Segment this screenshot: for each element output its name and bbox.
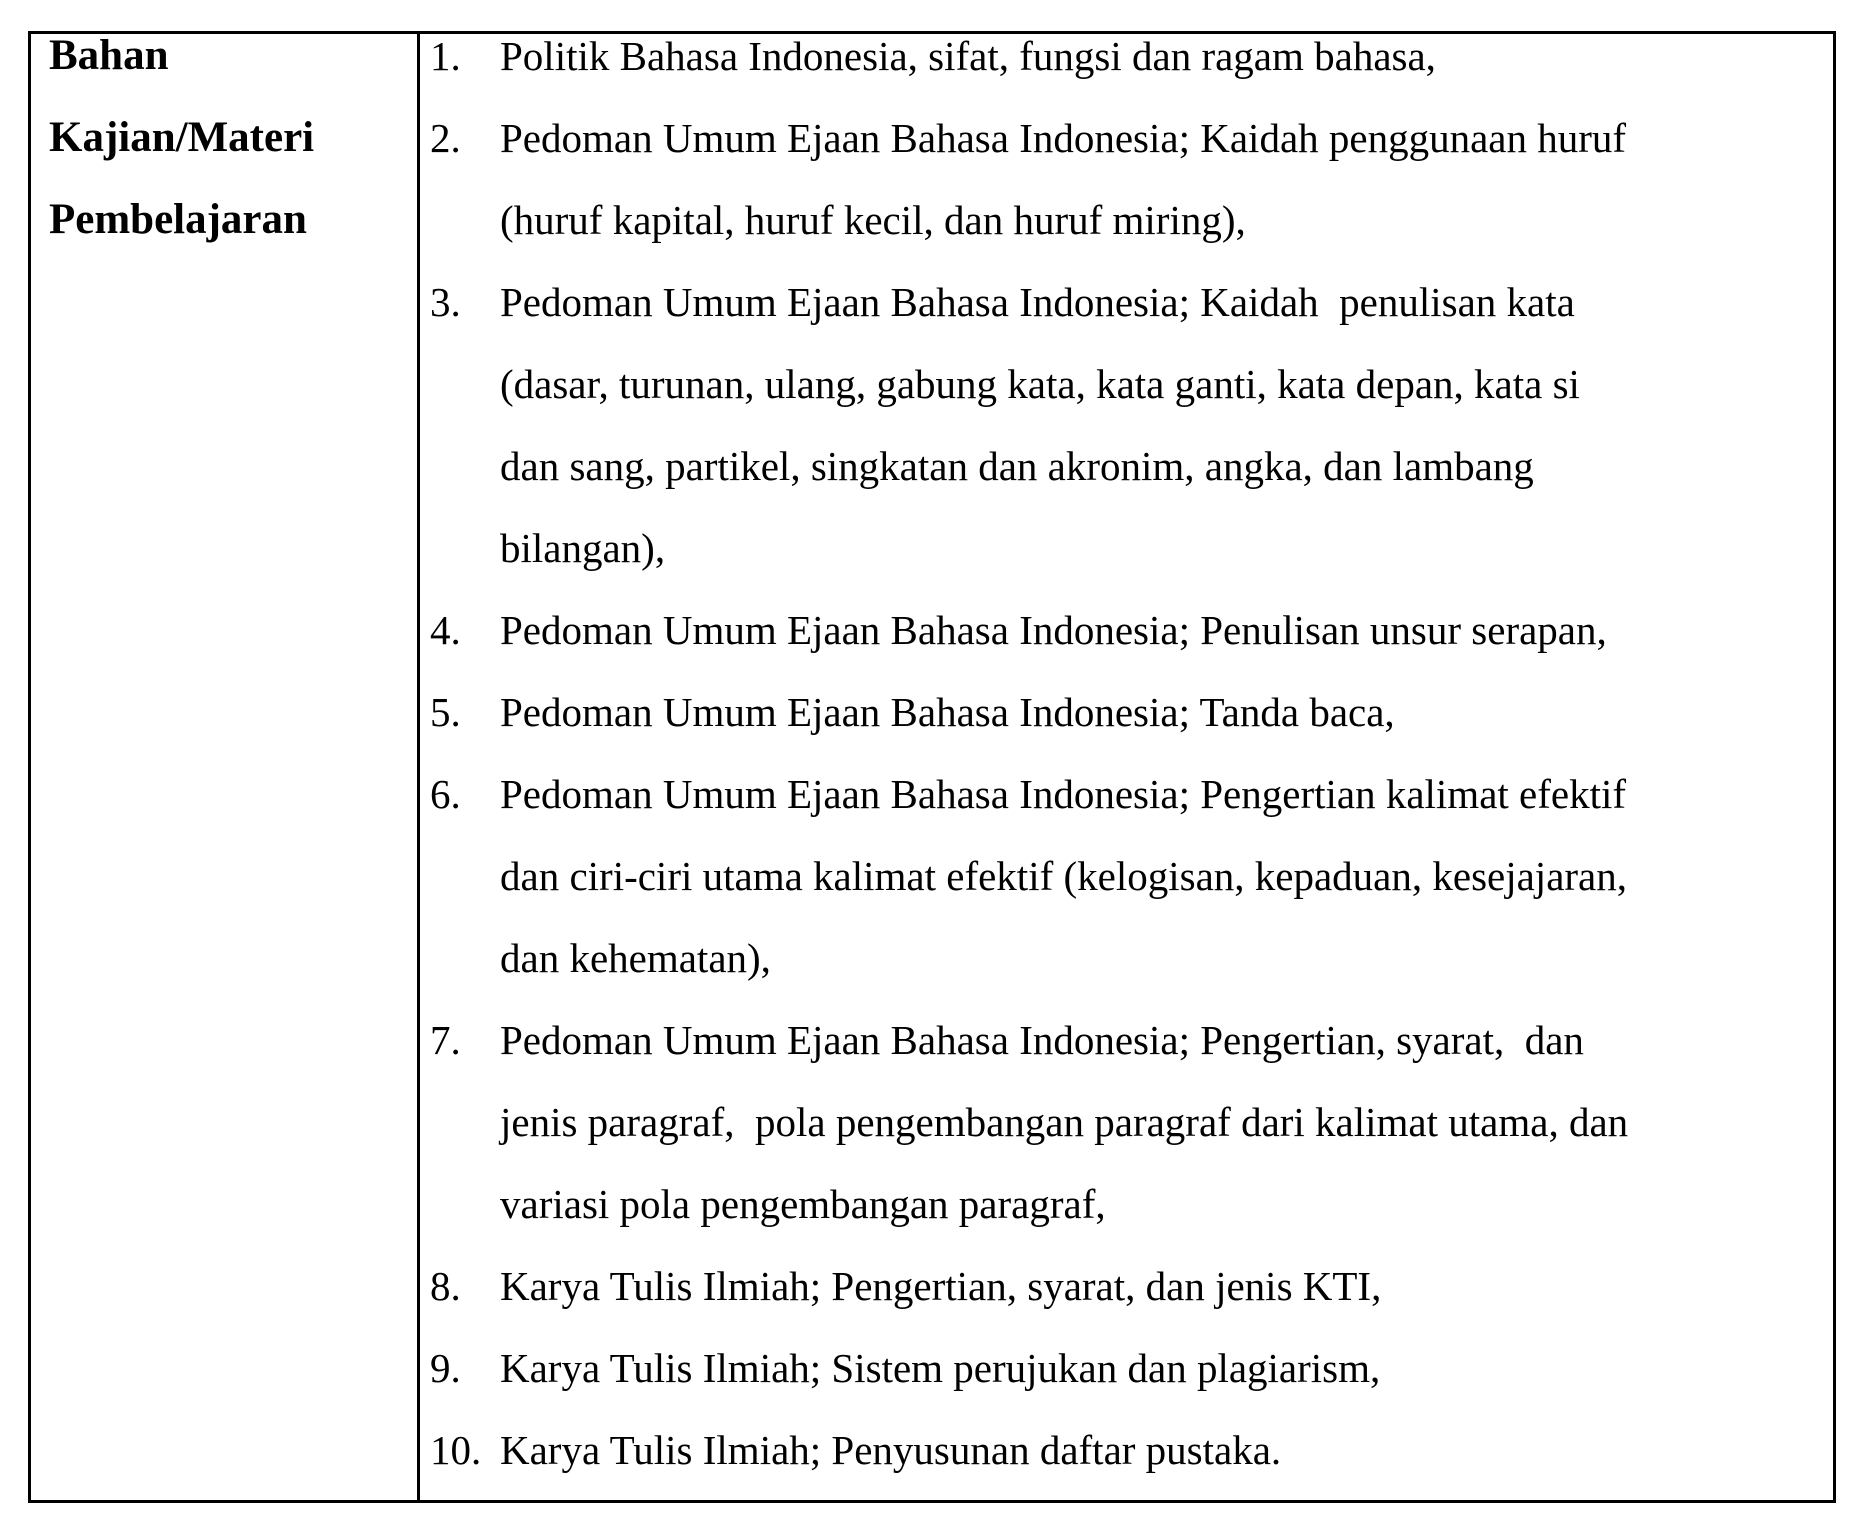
topic-content [500, 671, 1827, 753]
topic-number: 6. [430, 771, 461, 817]
topic-item-6 [430, 753, 1827, 999]
topic-number: 9. [430, 1345, 461, 1391]
topic-line: Pedoman Umum Ejaan Bahasa Indonesia; Pengertian, syarat, dan [500, 1017, 1584, 1063]
topic-content [500, 261, 1827, 589]
material-header-line-2: Kajian/Materi [49, 114, 315, 161]
topic-number: 5. [430, 689, 461, 735]
topic-content [500, 34, 1827, 97]
topics-list [430, 34, 1827, 1491]
topic-line: Karya Tulis Ilmiah; Sistem perujukan dan plagiarism, [500, 1345, 1381, 1391]
topic-line: (huruf kapital, huruf kecil, dan huruf miring), [500, 197, 1246, 243]
topic-content [500, 999, 1827, 1245]
syllabus-table [28, 31, 1836, 1503]
topic-line: variasi pola pengembangan paragraf, [500, 1181, 1106, 1227]
topic-number: 7. [430, 1017, 461, 1063]
topic-line: Karya Tulis Ilmiah; Penyusunan daftar pustaka. [500, 1427, 1282, 1473]
topic-line: Pedoman Umum Ejaan Bahasa Indonesia; Pengertian kalimat efektif [500, 771, 1627, 817]
topic-number: 8. [430, 1263, 461, 1309]
topic-number: 1. [430, 34, 461, 79]
topic-number: 2. [430, 115, 461, 161]
topic-line: Pedoman Umum Ejaan Bahasa Indonesia; Tanda baca, [500, 689, 1395, 735]
topic-item-9 [430, 1327, 1827, 1409]
topic-line: Politik Bahasa Indonesia, sifat, fungsi dan ragam bahasa, [500, 34, 1436, 79]
topic-line: (dasar, turunan, ulang, gabung kata, kata ganti, kata depan, kata si [500, 361, 1580, 407]
topic-line: Pedoman Umum Ejaan Bahasa Indonesia; Penulisan unsur serapan, [500, 607, 1607, 653]
material-column-lines [49, 34, 407, 261]
topic-number: 4. [430, 607, 461, 653]
topic-item-2 [430, 97, 1827, 261]
material-header-line-3: Pembelajaran [49, 196, 307, 243]
table-cell-material-header [31, 34, 420, 1500]
topic-item-5 [430, 671, 1827, 753]
topic-content [500, 589, 1827, 671]
topic-item-10 [430, 1409, 1827, 1491]
topic-line: Karya Tulis Ilmiah; Pengertian, syarat, dan jenis KTI, [500, 1263, 1382, 1309]
topic-number: 10. [430, 1427, 482, 1473]
topic-item-4 [430, 589, 1827, 671]
topic-content [500, 1245, 1827, 1327]
topic-item-8 [430, 1245, 1827, 1327]
topic-line: Pedoman Umum Ejaan Bahasa Indonesia; Kaidah penggunaan huruf [500, 115, 1627, 161]
topic-line: bilangan), [500, 525, 666, 571]
material-header-line-1: Bahan [49, 34, 169, 79]
topic-content [500, 1327, 1827, 1409]
topic-item-7 [430, 999, 1827, 1245]
topic-line: jenis paragraf, pola pengembangan paragraf dari kalimat utama, dan [500, 1099, 1629, 1145]
topic-item-1 [430, 34, 1827, 97]
topic-line: dan kehematan), [500, 935, 771, 981]
topic-line: dan sang, partikel, singkatan dan akronim, angka, dan lambang [500, 443, 1534, 489]
table-cell-topics [420, 34, 1833, 1500]
topic-content [500, 753, 1827, 999]
topic-line: Pedoman Umum Ejaan Bahasa Indonesia; Kaidah penulisan kata [500, 279, 1575, 325]
topic-line: dan ciri-ciri utama kalimat efektif (kelogisan, kepaduan, kesejajaran, [500, 853, 1627, 899]
topic-content [500, 1409, 1827, 1491]
topic-content [500, 97, 1827, 261]
topic-number: 3. [430, 279, 461, 325]
topic-item-3 [430, 261, 1827, 589]
